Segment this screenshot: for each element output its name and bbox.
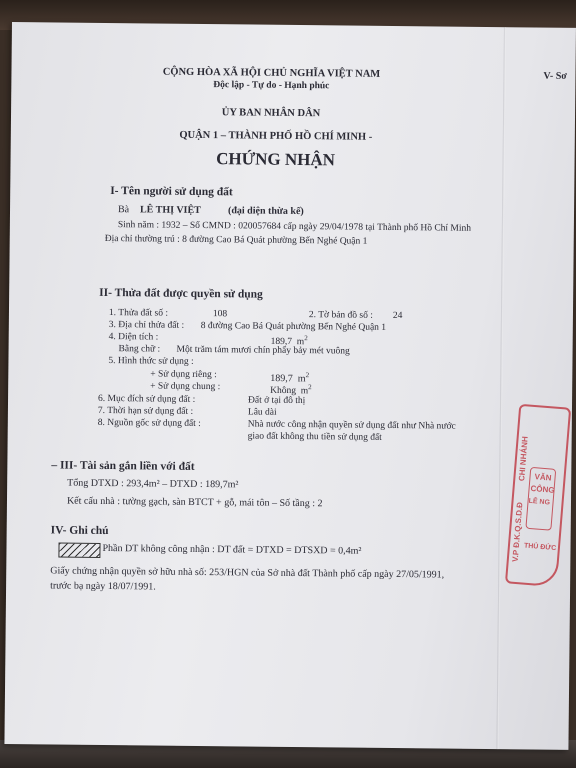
committee-heading: ỦY BAN NHÂN DÂN: [221, 107, 321, 120]
unrecognized-area-note: Phần DT không công nhận : DT đất = DTXD = DTSXD = 0,4m²: [102, 542, 362, 557]
term-value: Lâu dài: [247, 407, 277, 418]
stamp-word-4: THỦ ĐỨC: [523, 542, 557, 553]
certificate-page: [4, 22, 576, 750]
stamp-inner-box: [525, 467, 556, 531]
area-words-value: Một trăm tám mươi chín phẩy bảy mét vuông: [176, 344, 350, 357]
stamp-word-2: CÔNG: [530, 483, 555, 495]
owner-title: Bà: [117, 204, 130, 216]
corner-code: V- Sơ: [543, 70, 567, 82]
page-title: CHỨNG NHẬN: [216, 149, 336, 170]
hatch-legend-box: [58, 543, 100, 558]
section3-heading: – III- Tài sản gắn liền với đất: [51, 459, 195, 473]
area-value: 189,7 $m^2$: [270, 334, 308, 348]
section2-heading: II- Thửa đất được quyền sử dụng: [99, 286, 263, 301]
house-certificate-line2: trước bạ ngày 18/07/1991.: [50, 580, 156, 593]
motto: Độc lập - Tự do - Hạnh phúc: [213, 80, 330, 92]
owner-name: LÊ THỊ VIỆT: [139, 204, 201, 216]
common-use-value: Không $m^2$: [270, 383, 312, 397]
map-sheet-value: 24: [392, 311, 403, 322]
term-label: 7. Thời hạn sử dụng đất :: [97, 405, 194, 417]
origin-value-line1: Nhà nước công nhận quyền sử dụng đất như Nhà nước: [247, 419, 456, 432]
owner-note: (đại diện thừa kế): [227, 205, 304, 218]
area-label: 4. Diện tích :: [108, 332, 159, 343]
stamp-word-3: LÊ NG: [528, 497, 551, 507]
house-certificate-line1: Giấy chứng nhận quyền sở hữu nhà số: 253/HGN của Sở nhà đất Thành phố cấp ngày 27/05/1991,: [50, 565, 445, 581]
section4-heading: IV- Ghi chú: [50, 524, 109, 538]
stamp-word-1: VĂN: [534, 472, 552, 483]
origin-value-line2: giao đất không thu tiền sử dụng đất: [247, 431, 382, 443]
purpose-value: Đất ở tại đô thị: [247, 395, 306, 407]
common-use-label: + Sử dụng chung :: [150, 381, 221, 393]
map-sheet-label: 2. Tờ bản đồ số :: [308, 310, 373, 321]
parcel-value: 108: [212, 309, 228, 320]
owner-birth: Sinh năm : 1932 – Số CMND : 020057684 cấp ngày 29/04/1978 tại Thành phố Hồ Chí Minh: [117, 220, 472, 234]
area-words-label: Bằng chữ :: [118, 344, 161, 355]
district-heading: QUẬN 1 – THÀNH PHỐ HỒ CHÍ MINH -: [179, 129, 373, 143]
parcel-address-label: 3. Địa chỉ thửa đất :: [108, 320, 185, 331]
usage-form-label: 5. Hình thức sử dụng :: [108, 356, 194, 367]
section1-heading: I- Tên người sử dụng đất: [110, 185, 233, 199]
origin-label: 8. Nguồn gốc sử dụng đất :: [97, 417, 201, 429]
parcel-address-value: 8 đường Cao Bá Quát phường Bến Nghé Quận 1: [200, 320, 387, 333]
construction-totals: Tổng DTXD : 293,4m² – DTXD : 189,7m²: [67, 477, 239, 491]
structure-description: Kết cấu nhà : tường gạch, sàn BTCT + gỗ, mái tôn – Số tầng : 2: [66, 495, 323, 510]
private-use-value: 189,7 $m^2$: [270, 371, 310, 385]
private-use-label: + Sử dụng riêng :: [150, 369, 217, 381]
republic-heading: CỘNG HÒA XÃ HỘI CHỦ NGHĨA VIỆT NAM: [162, 66, 381, 80]
owner-address: Địa chỉ thường trú : 8 đường Cao Bá Quát phường Bến Nghé Quận 1: [104, 233, 368, 247]
purpose-label: 6. Mục đích sử dụng đất :: [98, 393, 196, 405]
stamp-side-text: V.P Đ.K.Q.S.D.Đ: [510, 501, 525, 563]
official-red-stamp: [505, 404, 571, 588]
stamp-edge-text: CHI NHÁNH: [517, 435, 530, 482]
parcel-label: 1. Thửa đất số :: [108, 308, 169, 319]
page-fold: [496, 27, 506, 749]
